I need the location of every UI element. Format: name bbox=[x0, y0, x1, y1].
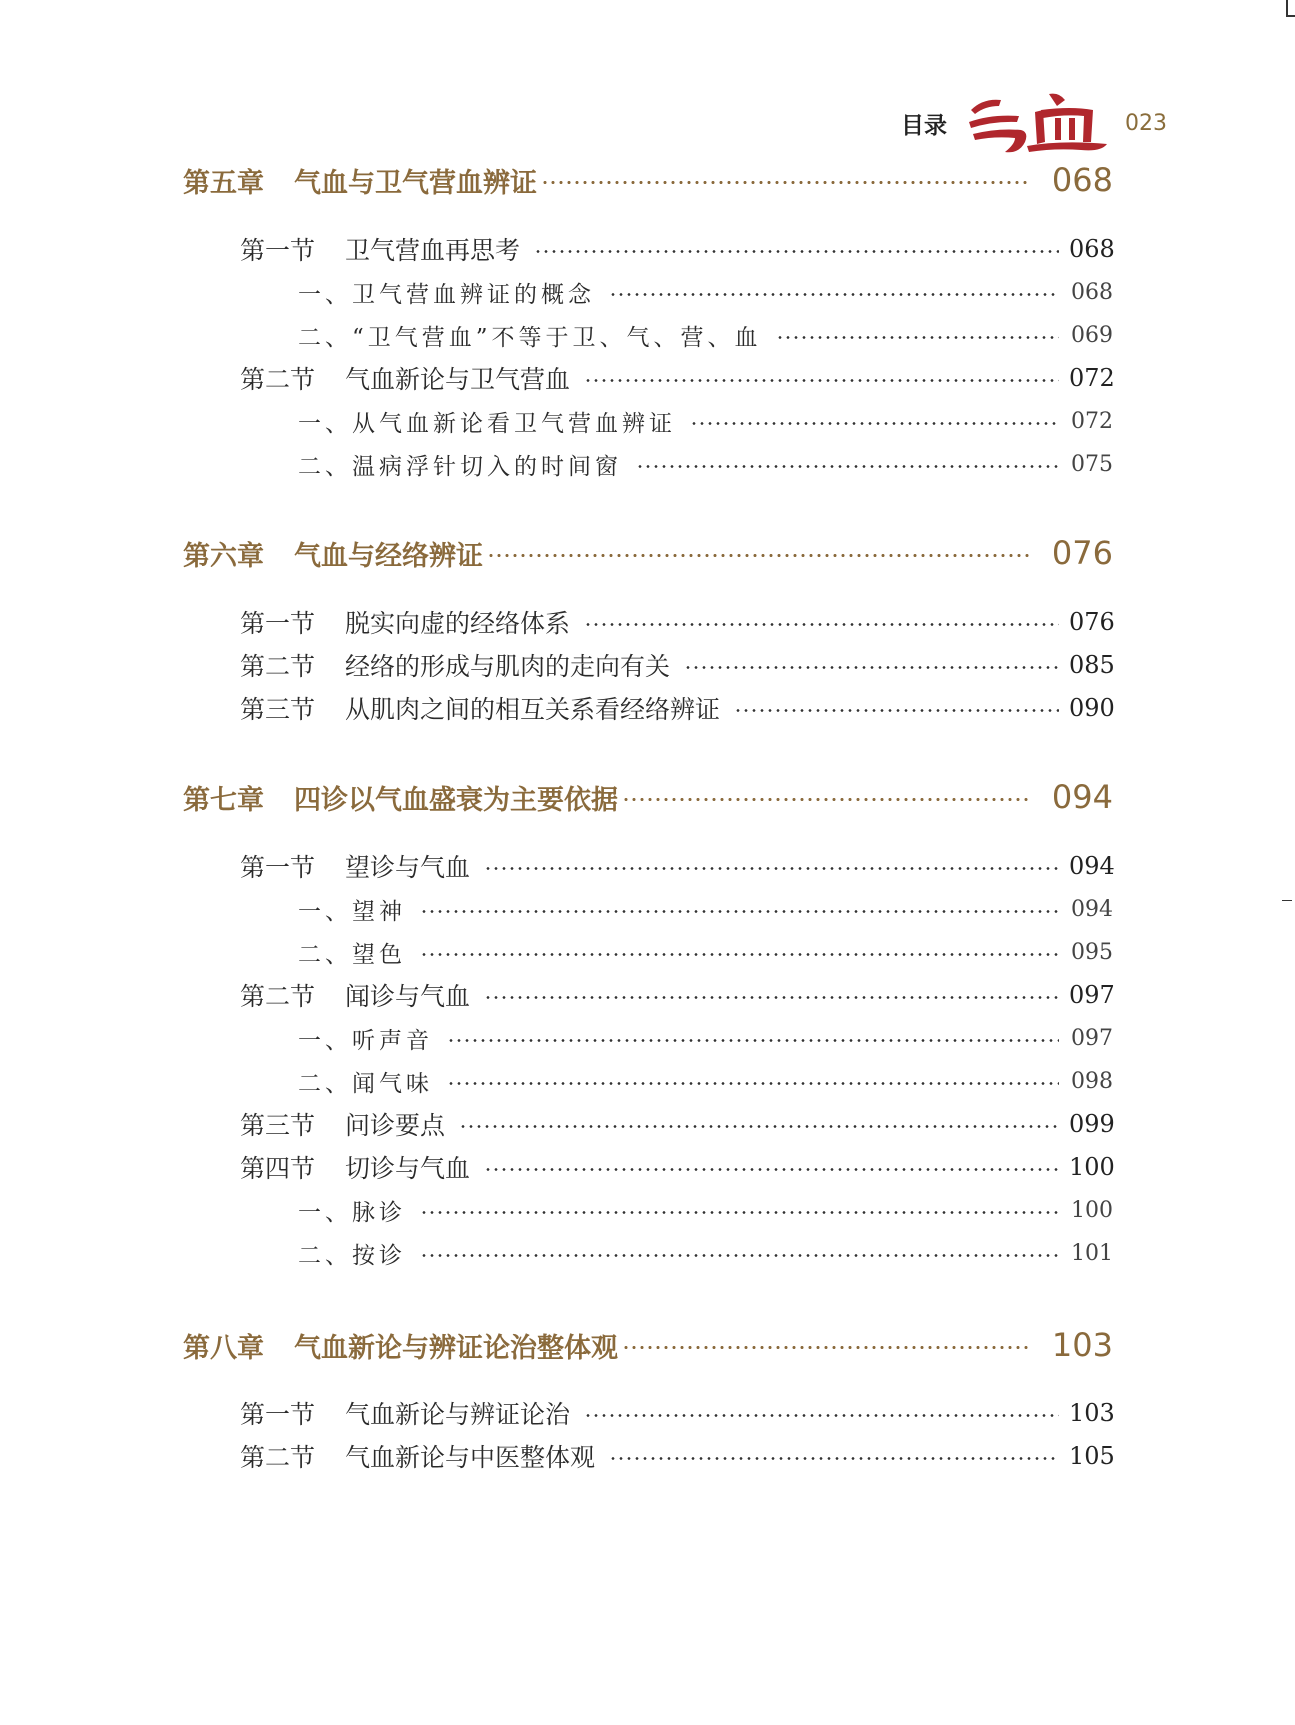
toc-section-row[interactable] bbox=[240, 229, 1113, 269]
toc-chapter-number: 第七章 bbox=[183, 784, 264, 816]
toc-sub-row[interactable] bbox=[298, 1018, 1113, 1058]
crop-mark-top-right-h bbox=[1286, 15, 1295, 17]
toc-chapter-row[interactable] bbox=[183, 531, 1113, 575]
dot-leader bbox=[622, 1346, 1029, 1349]
toc-sub-page-number: 098 bbox=[1071, 1068, 1113, 1094]
toc-section-number: 第三节 bbox=[240, 1111, 316, 1140]
toc-sub-title: 一、听声音 bbox=[298, 1027, 433, 1054]
toc-section-page-number: 097 bbox=[1069, 981, 1115, 1009]
toc-section-page-number: 072 bbox=[1069, 364, 1115, 392]
toc-chapter-number: 第六章 bbox=[183, 540, 264, 572]
toc-section-number: 第四节 bbox=[240, 1154, 316, 1183]
qixue-calligraphy-logo bbox=[961, 88, 1111, 158]
toc-section-page-number: 100 bbox=[1069, 1153, 1115, 1181]
toc-sub-row[interactable] bbox=[298, 1061, 1113, 1101]
dot-leader bbox=[636, 465, 1059, 468]
toc-section-title: 从肌肉之间的相互关系看经络辨证 bbox=[345, 695, 721, 724]
toc-chapter-page-number: 076 bbox=[1051, 534, 1113, 572]
dot-leader bbox=[622, 798, 1029, 801]
header-page-number: 023 bbox=[1125, 110, 1167, 136]
toc-section-title: 切诊与气血 bbox=[345, 1154, 471, 1183]
toc-section-row[interactable] bbox=[240, 602, 1113, 642]
toc-section-row[interactable] bbox=[240, 1147, 1113, 1187]
dot-leader bbox=[584, 623, 1059, 626]
toc-sub-title: 二、温病浮针切入的时间窗 bbox=[298, 453, 622, 480]
dot-leader bbox=[420, 953, 1059, 956]
toc-sub-page-number: 101 bbox=[1071, 1240, 1113, 1266]
dot-leader bbox=[447, 1082, 1059, 1085]
toc-sub-page-number: 095 bbox=[1071, 939, 1113, 965]
running-header bbox=[901, 88, 1167, 158]
toc-section-row[interactable] bbox=[240, 1104, 1113, 1144]
toc-section-row[interactable] bbox=[240, 358, 1113, 398]
toc-section-title: 气血新论与中医整体观 bbox=[345, 1443, 596, 1472]
header-title: 目录 bbox=[901, 112, 947, 139]
toc-chapter-page-number: 103 bbox=[1051, 1326, 1113, 1364]
toc-chapter-row[interactable] bbox=[183, 158, 1113, 202]
toc-chapter-page-number: 094 bbox=[1051, 778, 1113, 816]
toc-section-title: 气血新论与辨证论治 bbox=[345, 1400, 571, 1429]
dot-leader bbox=[420, 910, 1059, 913]
toc-section-row[interactable] bbox=[240, 645, 1113, 685]
toc-sub-title: 一、脉诊 bbox=[298, 1199, 406, 1226]
toc-sub-row[interactable] bbox=[298, 1233, 1113, 1273]
toc-sub-title: 二、按诊 bbox=[298, 1242, 406, 1269]
toc-sub-title: 二、闻气味 bbox=[298, 1070, 433, 1097]
dot-leader bbox=[776, 336, 1059, 339]
toc-section-number: 第一节 bbox=[240, 1400, 316, 1429]
toc-sub-page-number: 097 bbox=[1071, 1025, 1113, 1051]
toc-section-row[interactable] bbox=[240, 1393, 1113, 1433]
toc-section-row[interactable] bbox=[240, 688, 1113, 728]
toc-section-page-number: 105 bbox=[1069, 1442, 1115, 1470]
toc-chapter-title: 气血与经络辨证 bbox=[294, 540, 483, 572]
toc-sub-row[interactable] bbox=[298, 889, 1113, 929]
crop-mark-right-mid bbox=[1282, 900, 1292, 901]
toc-section-page-number: 094 bbox=[1069, 852, 1115, 880]
dot-leader bbox=[420, 1254, 1059, 1257]
toc-chapter-title: 气血新论与辨证论治整体观 bbox=[294, 1332, 618, 1364]
toc-section-page-number: 090 bbox=[1069, 694, 1115, 722]
dot-leader bbox=[734, 709, 1059, 712]
toc-sub-page-number: 094 bbox=[1071, 896, 1113, 922]
toc-sub-page-number: 069 bbox=[1071, 322, 1113, 348]
toc-chapter-number: 第八章 bbox=[183, 1332, 264, 1364]
dot-leader bbox=[690, 422, 1059, 425]
toc-sub-page-number: 075 bbox=[1071, 451, 1113, 477]
dot-leader bbox=[684, 666, 1059, 669]
toc-section-title: 望诊与气血 bbox=[345, 853, 471, 882]
toc-section-title: 闻诊与气血 bbox=[345, 982, 471, 1011]
toc-section-page-number: 085 bbox=[1069, 651, 1115, 679]
toc-section-number: 第二节 bbox=[240, 365, 316, 394]
toc-sub-row[interactable] bbox=[298, 444, 1113, 484]
dot-leader bbox=[584, 1414, 1059, 1417]
toc-sub-row[interactable] bbox=[298, 932, 1113, 972]
dot-leader bbox=[609, 1457, 1059, 1460]
dot-leader bbox=[534, 250, 1059, 253]
toc-section-page-number: 099 bbox=[1069, 1110, 1115, 1138]
toc-section-title: 经络的形成与肌肉的走向有关 bbox=[345, 652, 671, 681]
toc-section-title: 脱实向虚的经络体系 bbox=[345, 609, 571, 638]
toc-section-number: 第一节 bbox=[240, 236, 316, 265]
toc-section-title: 问诊要点 bbox=[345, 1111, 446, 1140]
toc-sub-page-number: 072 bbox=[1071, 408, 1113, 434]
dot-leader bbox=[484, 1168, 1059, 1171]
toc-chapter-title: 四诊以气血盛衰为主要依据 bbox=[294, 784, 618, 816]
toc-section-number: 第一节 bbox=[240, 609, 316, 638]
toc-section-row[interactable] bbox=[240, 1436, 1113, 1476]
toc-section-title: 卫气营血再思考 bbox=[345, 236, 521, 265]
toc-section-number: 第二节 bbox=[240, 982, 316, 1011]
toc-sub-row[interactable] bbox=[298, 315, 1113, 355]
toc-section-number: 第二节 bbox=[240, 1443, 316, 1472]
dot-leader bbox=[484, 867, 1059, 870]
dot-leader bbox=[459, 1125, 1059, 1128]
toc-sub-row[interactable] bbox=[298, 272, 1113, 312]
toc-section-number: 第二节 bbox=[240, 652, 316, 681]
toc-chapter-number: 第五章 bbox=[183, 167, 264, 199]
toc-sub-title: 一、望神 bbox=[298, 898, 406, 925]
toc-sub-row[interactable] bbox=[298, 401, 1113, 441]
dot-leader bbox=[484, 996, 1059, 999]
crop-mark-top-right bbox=[1286, 0, 1288, 16]
toc-chapter-row[interactable] bbox=[183, 775, 1113, 819]
toc-section-number: 第一节 bbox=[240, 853, 316, 882]
toc-sub-row[interactable] bbox=[298, 1190, 1113, 1230]
toc-sub-title: 一、卫气营血辨证的概念 bbox=[298, 281, 595, 308]
toc-section-page-number: 103 bbox=[1069, 1399, 1115, 1427]
toc-section-row[interactable] bbox=[240, 975, 1113, 1015]
toc-section-title: 气血新论与卫气营血 bbox=[345, 365, 571, 394]
dot-leader bbox=[487, 554, 1029, 557]
dot-leader bbox=[584, 379, 1059, 382]
toc-sub-title: 二、望色 bbox=[298, 941, 406, 968]
toc-sub-title: 二、“卫气营血”不等于卫、气、营、血 bbox=[298, 324, 762, 351]
toc-chapter-row[interactable] bbox=[183, 1323, 1113, 1367]
toc-sub-page-number: 100 bbox=[1071, 1197, 1113, 1223]
toc-chapter-title: 气血与卫气营血辨证 bbox=[294, 167, 537, 199]
dot-leader bbox=[447, 1039, 1059, 1042]
dot-leader bbox=[420, 1211, 1059, 1214]
toc-chapter-page-number: 068 bbox=[1051, 161, 1113, 199]
toc-sub-title: 一、从气血新论看卫气营血辨证 bbox=[298, 410, 676, 437]
dot-leader bbox=[541, 181, 1029, 184]
toc-sub-page-number: 068 bbox=[1071, 279, 1113, 305]
toc-section-page-number: 068 bbox=[1069, 235, 1115, 263]
toc-section-row[interactable] bbox=[240, 846, 1113, 886]
toc-section-page-number: 076 bbox=[1069, 608, 1115, 636]
dot-leader bbox=[609, 293, 1059, 296]
toc-section-number: 第三节 bbox=[240, 695, 316, 724]
